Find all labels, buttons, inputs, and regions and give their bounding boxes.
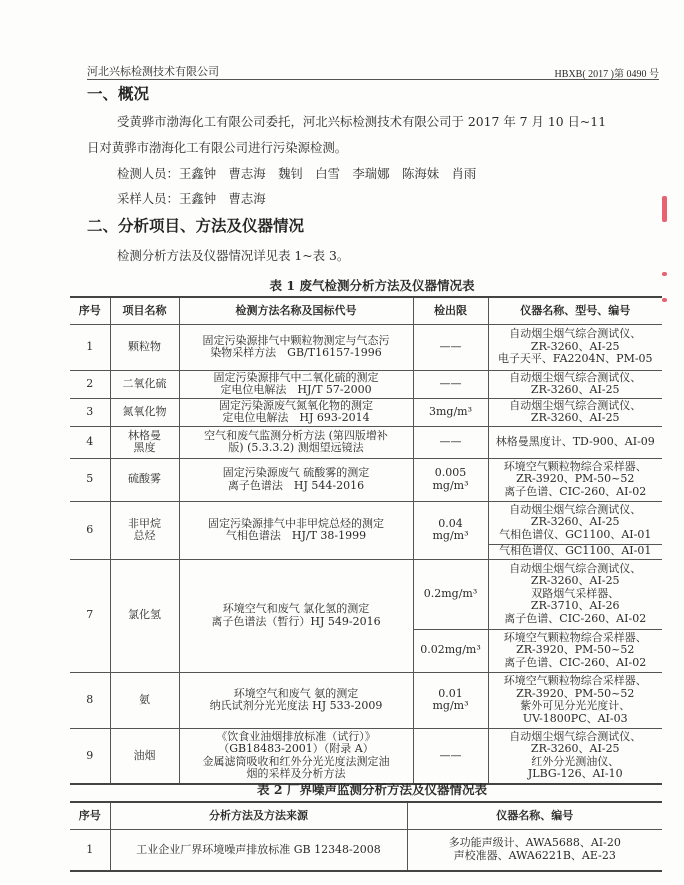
row-item: 颗粒物: [110, 324, 179, 370]
table-row: [70, 501, 662, 544]
row-method: 工业企业厂界环境噪声排放标准 GB 12348-2008: [110, 829, 407, 871]
row-method: 固定污染源排气中非甲烷总烃的测定 气相色谱法 HJ/T 38-1999: [179, 501, 413, 559]
row-item: 氯化氢: [110, 559, 179, 672]
row-no: 5: [70, 458, 110, 501]
row-no: 8: [70, 672, 110, 728]
col-header: 分析方法及方法来源: [110, 802, 407, 829]
seal-stamp-mark: [662, 196, 667, 222]
table1-caption: 表 1 废气检测分析方法及仪器情况表: [269, 278, 475, 293]
col-header: 仪器名称、编号: [407, 802, 662, 829]
row-limit: ——: [413, 426, 488, 458]
row-instrument: 自动烟尘烟气综合测试仪、 ZR-3260、AI-25 气相色谱仪、GC1100、AI-01: [488, 501, 662, 544]
row-limit: ——: [413, 728, 488, 784]
table2: [70, 801, 662, 872]
page-header: [87, 63, 659, 80]
section2-title: 二、分析项目、方法及仪器情况: [87, 217, 305, 235]
table1: [70, 296, 662, 785]
seal-stamp-mark: [662, 298, 667, 302]
row-instrument: 林格曼黑度计、TD-900、AI-09: [488, 426, 662, 458]
table-row: [70, 426, 662, 458]
row-item: 二氧化硫: [110, 370, 179, 398]
col-header: 仪器名称、型号、编号: [488, 297, 662, 324]
row-instrument: 自动烟尘烟气综合测试仪、 ZR-3260、AI-25 电子天平、FA2204N、PM-05: [488, 324, 662, 370]
seal-stamp-mark: [662, 272, 667, 276]
row-limit: 0.02mg/m³: [413, 629, 488, 672]
row-method: 固定污染源废气 硫酸雾的测定 离子色谱法 HJ 544-2016: [179, 458, 413, 501]
row-no: 2: [70, 370, 110, 398]
row-limit: ——: [413, 370, 488, 398]
row-method: 《饮食业油烟排放标准（试行）》 （GB18483-2001）（附录 A） 金属滤筒吸收和红外分光光度法测定油 烟的采样及分析方法: [179, 728, 413, 784]
company-name: 河北兴标检测技术有限公司: [87, 65, 219, 78]
row-item: 氨: [110, 672, 179, 728]
row-instrument: 自动烟尘烟气综合测试仪、 ZR-3260、AI-25 红外分光测油仪、 JLBG-126、AI-10: [488, 728, 662, 784]
row-instrument: 环境空气颗粒物综合采样器、 ZR-3920、PM-50~52 离子色谱、CIC-260、AI-02: [488, 629, 662, 672]
row-method: 固定污染源排气中颗粒物测定与气态污 染物采样方法 GB/T16157-1996: [179, 324, 413, 370]
col-header: 检出限: [413, 297, 488, 324]
row-no: 7: [70, 559, 110, 672]
row-method: 固定污染源废气氮氧化物的测定 定电位电解法 HJ 693-2014: [179, 398, 413, 426]
row-method: 固定污染源排气中二氧化硫的测定 定电位电解法 HJ/T 57-2000: [179, 370, 413, 398]
row-instrument: 多功能声级计、AWA5688、AI-20 声校准器、AWA6221B、AE-23: [407, 829, 662, 871]
row-item: 硫酸雾: [110, 458, 179, 501]
row-no: 9: [70, 728, 110, 784]
report-number: HBXB( 2017 )第 0490 号: [554, 69, 659, 80]
row-instrument: 环境空气颗粒物综合采样器、 ZR-3920、PM-50~52 紫外可见分光光度计、 UV-1800PC、AI-03: [488, 672, 662, 728]
row-no: 3: [70, 398, 110, 426]
row-instrument: 自动烟尘烟气综合测试仪、 ZR-3260、AI-25 双路烟气采样器、 ZR-3710、AI-26 离子色谱、CIC-260、AI-02: [488, 559, 662, 629]
row-instrument: 自动烟尘烟气综合测试仪、 ZR-3260、AI-25: [488, 370, 662, 398]
table-row: [70, 458, 662, 501]
col-header: 项目名称: [110, 297, 179, 324]
section1-title: 一、概况: [87, 85, 150, 103]
samplers: 采样人员：王鑫钟 曹志海: [117, 191, 266, 206]
row-instrument: 环境空气颗粒物综合采样器、 ZR-3920、PM-50~52 离子色谱、CIC-260、AI-02: [488, 458, 662, 501]
row-item: 氮氧化物: [110, 398, 179, 426]
row-no: 1: [70, 324, 110, 370]
row-method: 环境空气和废气 氯化氢的测定 离子色谱法（暂行）HJ 549-2016: [179, 559, 413, 672]
row-limit: ——: [413, 324, 488, 370]
table-row: [70, 728, 662, 784]
row-method: 环境空气和废气 氨的测定 纳氏试剂分光光度法 HJ 533-2009: [179, 672, 413, 728]
row-limit: 3mg/m³: [413, 398, 488, 426]
intro-line2: 日对黄骅市渤海化工有限公司进行污染源检测。: [87, 140, 348, 155]
row-no: 4: [70, 426, 110, 458]
table-row: [70, 370, 662, 398]
section2-intro: 检测分析方法及仪器情况详见表 1~表 3。: [117, 248, 350, 263]
row-no: 6: [70, 501, 110, 559]
table-row: [70, 559, 662, 629]
row-item: 非甲烷 总烃: [110, 501, 179, 559]
testers: 检测人员：王鑫钟 曹志海 魏钊 白雪 李瑞娜 陈海妹 肖雨: [117, 166, 477, 181]
table-row: [70, 398, 662, 426]
row-limit: 0.01 mg/m³: [413, 672, 488, 728]
row-limit: 0.04 mg/m³: [413, 501, 488, 559]
intro-line1: 受黄骅市渤海化工有限公司委托，河北兴标检测技术有限公司于 2017 年 7 月 10 日~11: [117, 114, 607, 129]
row-method: 空气和废气监测分析方法 (第四版增补 版) (5.3.3.2) 测烟望远镜法: [179, 426, 413, 458]
table-row: [70, 829, 662, 871]
table-row: [70, 672, 662, 728]
row-instrument: 自动烟尘烟气综合测试仪、 ZR-3260、AI-25: [488, 398, 662, 426]
row-item: 油烟: [110, 728, 179, 784]
row-limit: 0.2mg/m³: [413, 559, 488, 629]
row-limit: 0.005 mg/m³: [413, 458, 488, 501]
table-row: [70, 324, 662, 370]
col-header: 检测方法名称及国标代号: [179, 297, 413, 324]
row-no: 1: [70, 829, 110, 871]
row-item: 林格曼 黑度: [110, 426, 179, 458]
col-header: 序号: [70, 802, 110, 829]
table2-caption: 表 2 厂界噪声监测分析方法及仪器情况表: [257, 782, 487, 797]
col-header: 序号: [70, 297, 110, 324]
row-instrument: 气相色谱仪、GC1100、AI-01: [488, 544, 662, 559]
